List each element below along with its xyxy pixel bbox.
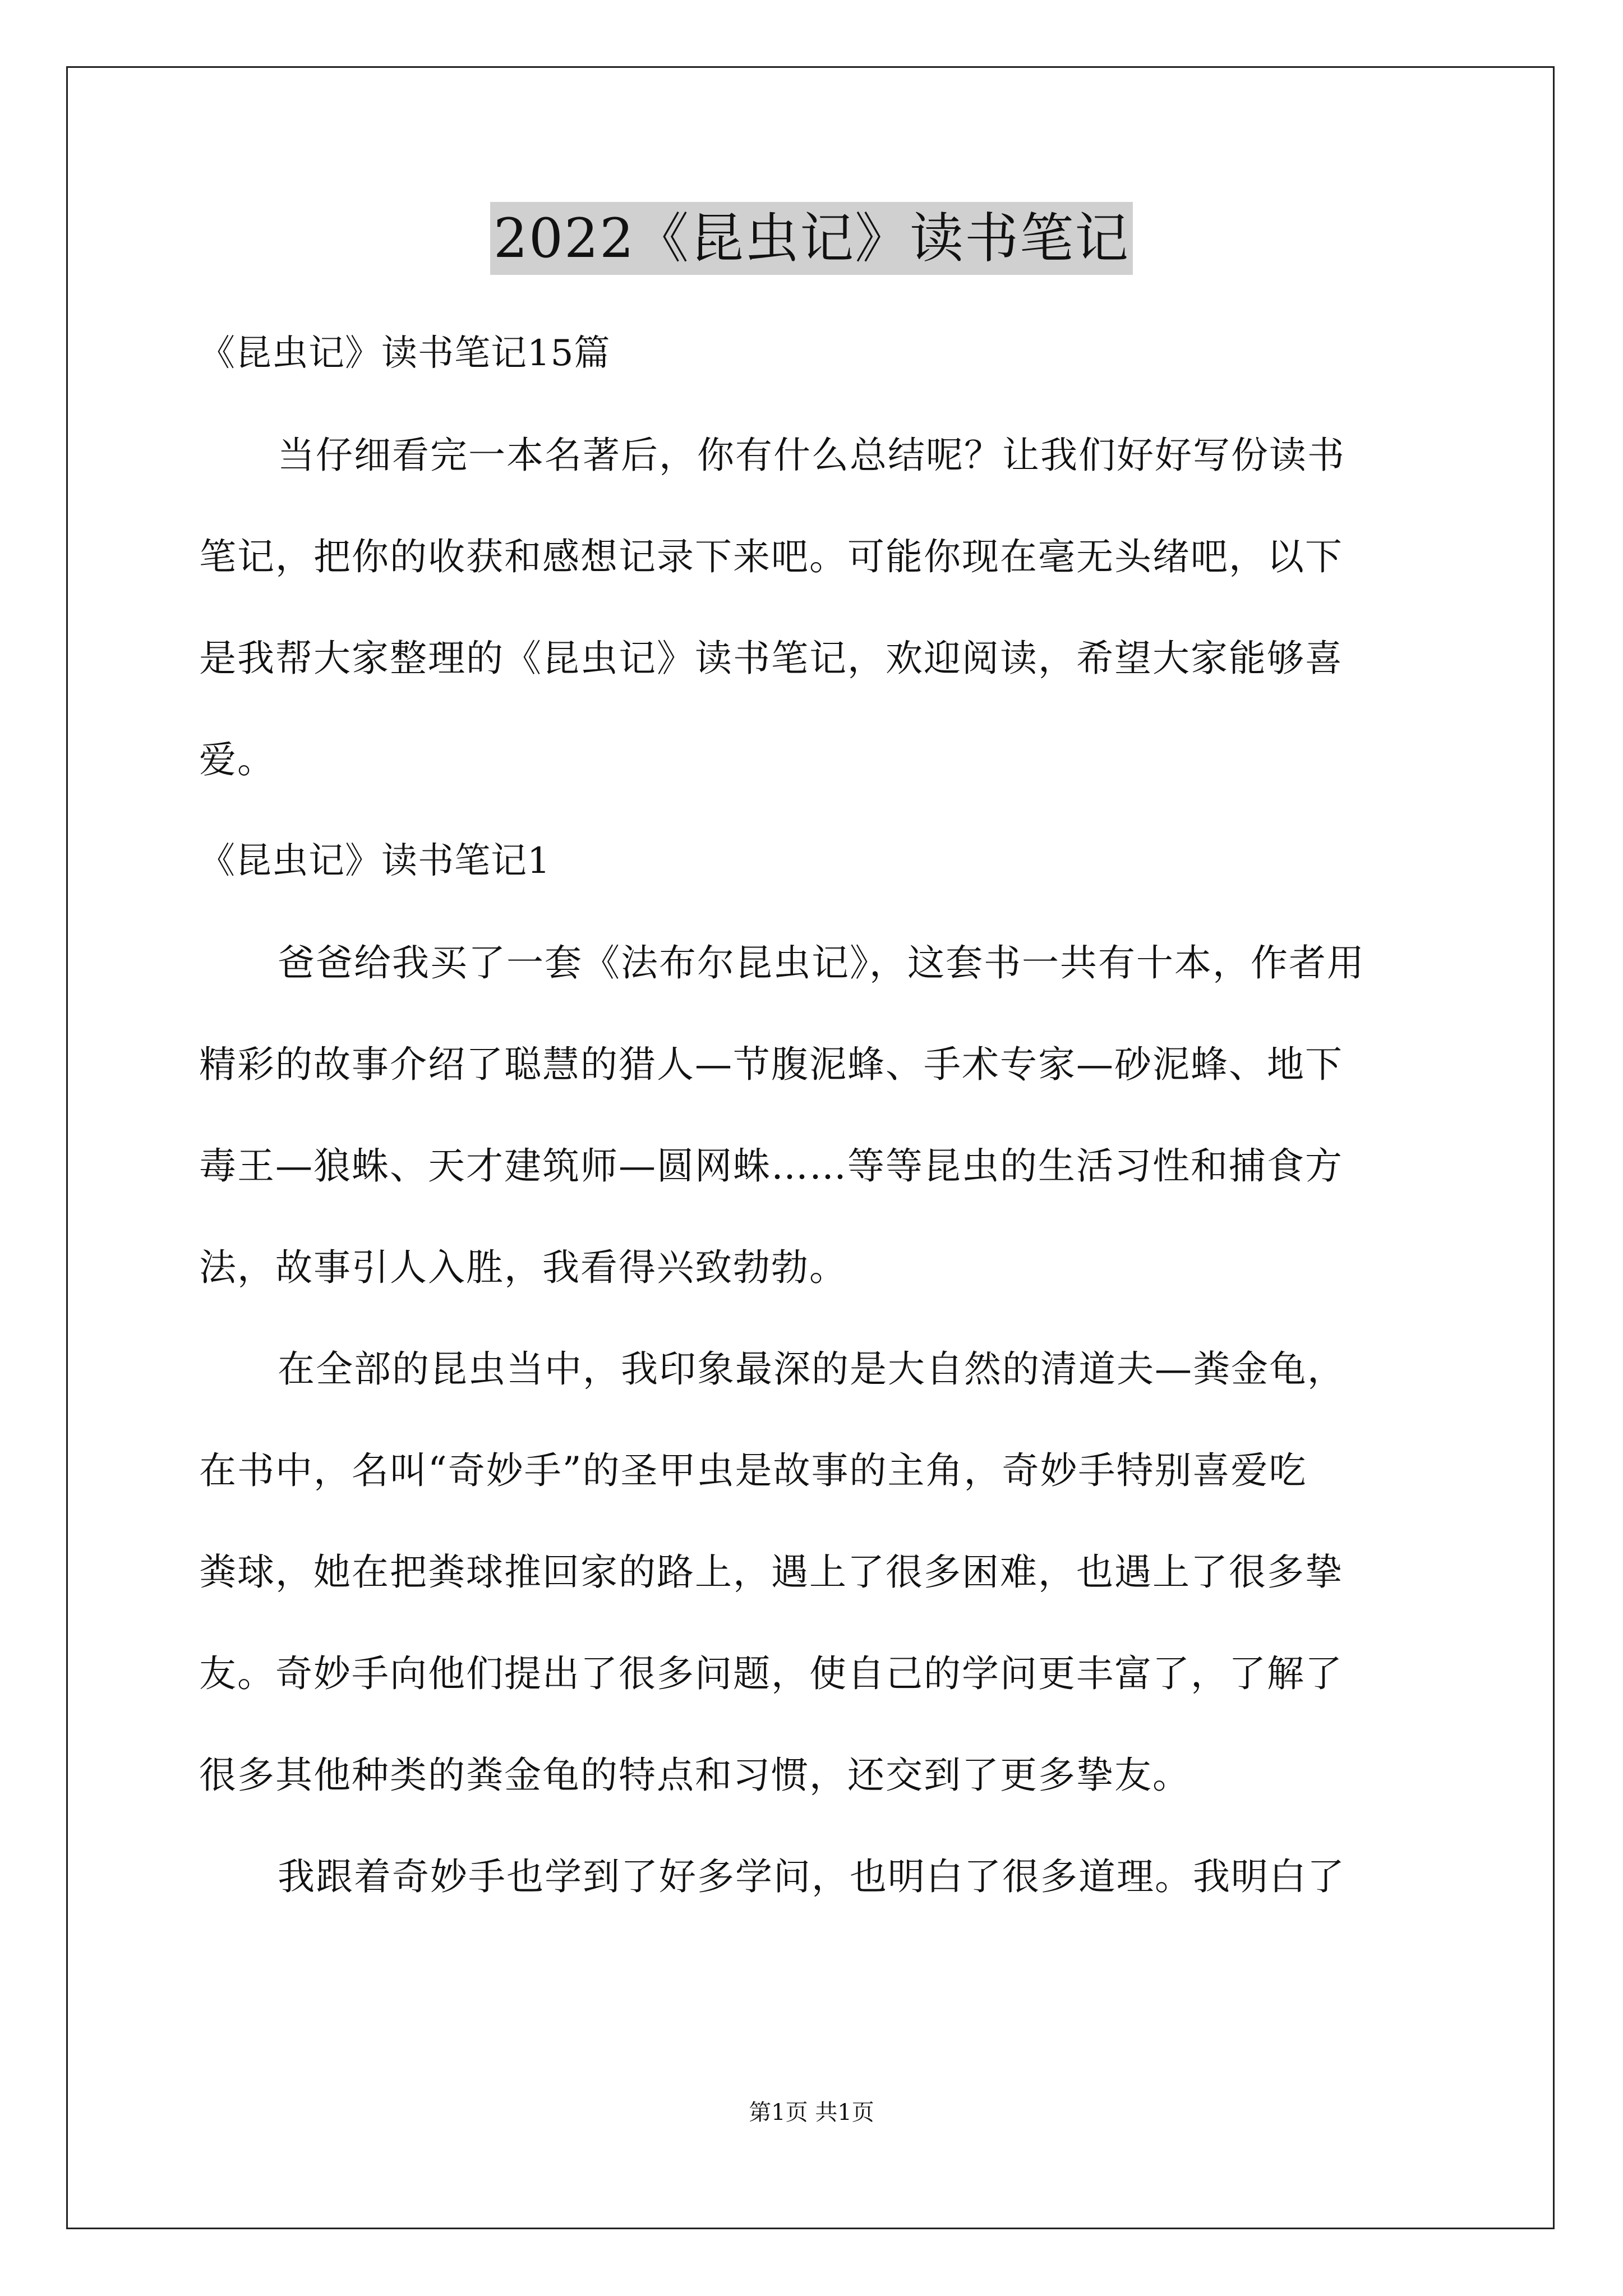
text-line: 当仔细看完一本名著后，你有什么总结呢？让我们好好写份读书 [278, 434, 1345, 477]
text-line: 粪球，她在把粪球推回家的路上，遇上了很多困难，也遇上了很多挚 [199, 1550, 1343, 1594]
text-line: 在书中，名叫“奇妙手”的圣甲虫是故事的主角，奇妙手特别喜爱吃 [199, 1449, 1307, 1492]
title-container [0, 202, 1623, 275]
text-line: 友。奇妙手向他们提出了很多问题，使自己的学问更丰富了，了解了 [199, 1652, 1343, 1695]
text-line: 在全部的昆虫当中，我印象最深的是大自然的清道夫—粪金龟， [278, 1347, 1345, 1391]
text-line: 毒王—狼蛛、天才建筑师—圆网蛛……等等昆虫的生活习性和捕食方 [199, 1144, 1343, 1188]
text-line: 爸爸给我买了一套《法布尔昆虫记》，这套书一共有十本，作者用 [278, 941, 1365, 984]
text-line: 精彩的故事介绍了聪慧的猎人—节腹泥蜂、手术专家—砂泥蜂、地下 [199, 1043, 1343, 1086]
paragraph-3 [199, 1826, 1433, 1927]
text-line: 我跟着奇妙手也学到了好多学问，也明白了很多道理。我明白了 [278, 1855, 1345, 1898]
text-line: 爱。 [199, 738, 275, 781]
document-title: 2022《昆虫记》读书笔记 [490, 202, 1133, 275]
section-heading: 《昆虫记》读书笔记1 [199, 840, 551, 882]
paragraph-1 [199, 912, 1433, 1318]
document-body [199, 303, 1433, 1927]
text-line: 很多其他种类的粪金龟的特点和习惯，还交到了更多挚友。 [199, 1754, 1191, 1797]
text-line: 法，故事引人入胜，我看得兴致勃勃。 [199, 1246, 847, 1289]
intro-paragraph [199, 404, 1433, 811]
paragraph-2 [199, 1318, 1433, 1826]
page-footer: 第1页 共1页 [749, 2100, 874, 2125]
text-line: 是我帮大家整理的《昆虫记》读书笔记，欢迎阅读，希望大家能够喜 [199, 637, 1343, 680]
subtitle: 《昆虫记》读书笔记15篇 [199, 333, 611, 374]
text-line: 笔记，把你的收获和感想记录下来吧。可能你现在毫无头绪吧，以下 [199, 535, 1343, 578]
